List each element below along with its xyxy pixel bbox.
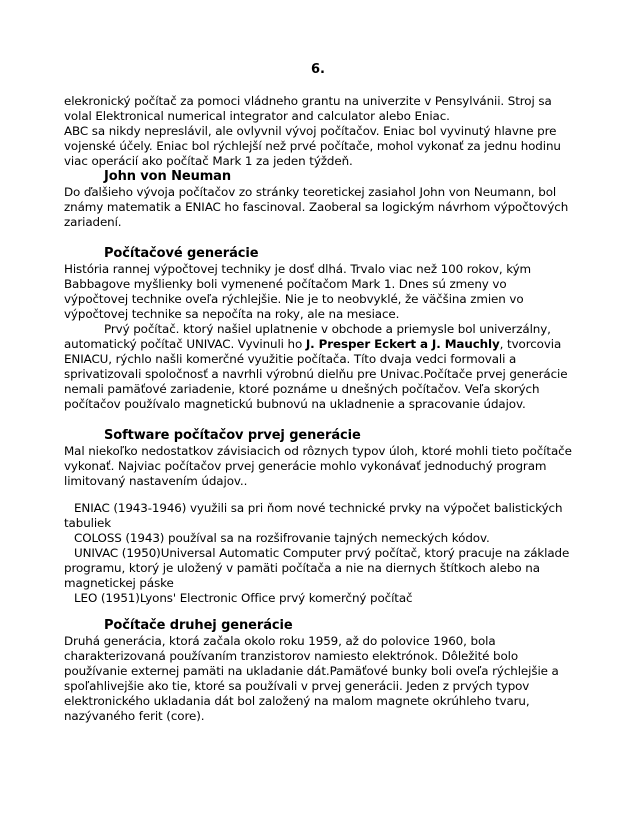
- paragraph-von-neumann: Do ďalšieho vývoja počítačov zo stránky teoretickej zasiahol John von Neumann, bol známy matematik a ENIAC ho fascinoval. Zaoberal sa logickým návrhom výpočtových zariadení.: [64, 185, 569, 229]
- paragraph-eniac-intro: elekronický počítač za pomoci vládneho grantu na univerzite v Pensylvánii. Stroj sa volal Elektronical numerical integrator and calculator alebo Eniac.: [64, 94, 552, 123]
- list-item-coloss: COLOSS (1943) používal sa na rozšifrovanie tajných nemeckých kódov.: [74, 531, 490, 545]
- paragraph-abc: ABC sa nikdy nepreslávil, ale ovlyvnil vývoj počítačov. Eniac bol vyvinutý hlavne pre vojenské účely. Eniac bol rýchlejší než prvé počítače, mohol vykonať za jednu hodinu viac operácií ako počítač Mark 1 za jeden týždeň.: [64, 124, 561, 168]
- paragraph-univac: [64, 322, 572, 412]
- paragraph-second-generation: Druhá generácia, ktorá začala okolo roku 1959, až do polovice 1960, bola charakterizovaná používaním tranzistorov namiesto elektrónok. Dôležité bolo používanie externej pamäti na ukladanie dát.Pamäťové bunky boli oveľa rýchlejšie a spoľahlivejšie ako tie, ktoré sa používali v prvej generácii. Jeden z prvých typov elektronického ukladania dát bol založený na malom magnete okrúhleho tvaru, nazývaného ferit (core).: [64, 634, 559, 723]
- heading-john-von-neuman: John von Neuman: [104, 169, 232, 184]
- univac-text-a: Prvý počítač. ktorý našiel uplatnenie v obchode a priemysle bol univerzálny, automatický počítač UNIVAC. Vyvinuli ho: [64, 322, 551, 351]
- heading-second-generation: Počítače druhej generácie: [104, 618, 293, 633]
- univac-text-b: , tvorcovia ENIACU, rýchlo našli komerčné využitie počítača. Títo dvaja vedci formovali a sprivatizovali spoločnosť a navrhli výrobnú dielňu pre Univac.Počítače prvej generácie nemali pamäťové zariadenie, ktoré poznáme u dnešných počítačov. Veľa skorých počítačov používalo magnetickú bubnovú na ukladnenie a spracovanie údajov.: [64, 337, 568, 411]
- list-item-univac: UNIVAC (1950)Universal Automatic Computer prvý počítač, ktorý pracuje na základe programu, ktorý je uložený v pamäti počítača a nie na diernych štítkoch alebo na magnetickej páske: [64, 546, 570, 590]
- paragraph-history: História rannej výpočtovej techniky je dosť dlhá. Trvalo viac než 100 rokov, kým Babbagove myšlienky boli vymenené počítačom Mark 1. Dnes sú zmeny vo výpočtovej technike oveľa rýchlejšie. Nie je to neobvyklé, že väčšina zmien vo výpočtovej technike sa nepočíta na roky, ale na mesiace.: [64, 262, 532, 321]
- list-item-leo: LEO (1951)Lyons' Electronic Office prvý komerčný počítač: [74, 591, 413, 605]
- document-body: [64, 94, 572, 724]
- univac-authors: J. Presper Eckert a J. Mauchly: [305, 337, 500, 351]
- heading-software: Software počítačov prvej generácie: [104, 428, 361, 443]
- paragraph-software: Mal niekoľko nedostatkov závisiacich od rôznych typov úloh, ktoré mohli tieto počítače vykonať. Najviac počítačov prvej generácie mohlo vykonávať jednoduchý program limitovaný nastavením údajov..: [64, 444, 572, 488]
- heading-generations: Počítačové generácie: [104, 246, 259, 261]
- list-item-eniac: ENIAC (1943-1946) využili sa pri ňom nové technické prvky na výpočet balistických tabuliek: [64, 501, 563, 530]
- page-number: 6.: [311, 62, 325, 77]
